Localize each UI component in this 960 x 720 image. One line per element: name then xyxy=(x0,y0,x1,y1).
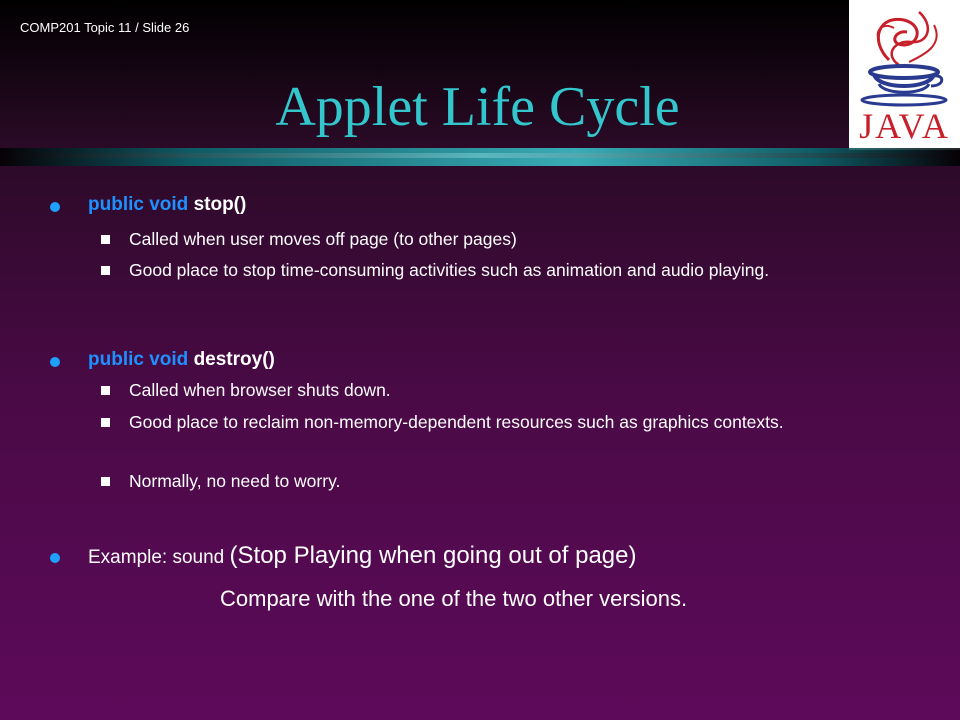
square-bullet xyxy=(101,477,110,486)
slide-title: Applet Life Cycle xyxy=(275,76,680,138)
subbullet-text: Normally, no need to worry. xyxy=(129,471,341,491)
example-detail: (Stop Playing when going out of page) xyxy=(229,542,637,569)
method-name: stop() xyxy=(193,194,247,215)
keyword-public-void: public void xyxy=(88,194,189,215)
bullet-dot xyxy=(50,202,60,212)
keyword-public-void: public void xyxy=(88,349,189,370)
bullet-dot xyxy=(50,357,60,367)
compare-note: Compare with the one of the two other versions. xyxy=(220,586,688,611)
subbullet-text: Good place to stop time-consuming activities such as animation and audio playing. xyxy=(129,260,770,280)
slide-header: COMP201 Topic 11 / Slide 26 xyxy=(20,20,190,35)
square-bullet xyxy=(101,266,110,275)
method-name: destroy() xyxy=(193,349,275,370)
example-prefix: Example: sound xyxy=(88,547,225,568)
square-bullet xyxy=(101,418,110,427)
java-logo-text: JAVA xyxy=(859,106,950,146)
square-bullet xyxy=(101,386,110,395)
subbullet-text: Called when user moves off page (to other pages) xyxy=(129,229,517,249)
bullet-dot xyxy=(50,553,60,563)
subbullet-text: Called when browser shuts down. xyxy=(129,380,391,400)
square-bullet xyxy=(101,235,110,244)
title-divider xyxy=(0,148,960,166)
subbullet-text: Good place to reclaim non-memory-dependent resources such as graphics contexts. xyxy=(129,412,784,432)
